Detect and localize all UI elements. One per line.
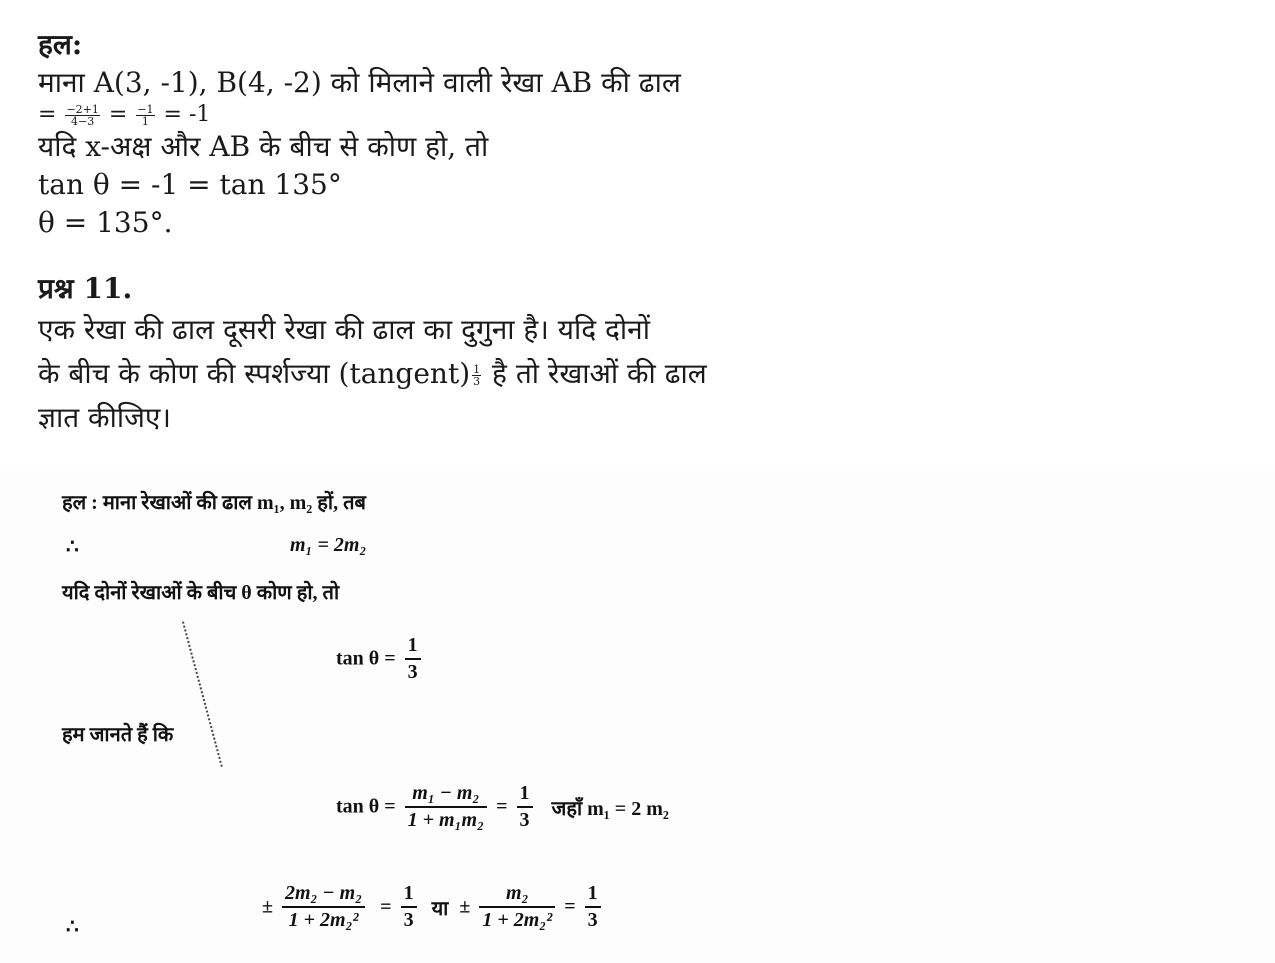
scan-crease-mark xyxy=(182,621,223,766)
angle-statement: यदि x-अक्ष और AB के बीच से कोण हो, तो xyxy=(38,130,489,163)
therefore-symbol-2: ∴ xyxy=(66,916,79,938)
slope-fraction-2: $\frac{-1}{1}$ xyxy=(137,102,154,128)
question-line-3: ज्ञात कीजिए। xyxy=(38,401,171,434)
therefore-symbol: ∴ xyxy=(66,536,79,558)
tan-theta-one-third: tan θ = $\frac{1}{3}$ xyxy=(336,634,425,684)
scan-angle-statement: यदि दोनों रेखाओं के बीच θ कोण हो, तो xyxy=(62,582,340,604)
final-equations: ± $\frac{\text{2m₂ − m₂}}{\text{1 + 2m₂²}}$ = $\frac{1}{3}$ या ± $\frac{\text{m₂}}{\text{1 + 2m₂²}}$ = $\frac{1}{3}$ xyxy=(262,882,605,932)
hum-jaante-text: हम जानते हैं कि xyxy=(62,724,174,746)
hal-heading: हल: xyxy=(38,28,83,61)
slope-calculation: = $\frac{-2+1}{4-3}$ = $\frac{-1}{1}$ = -1 xyxy=(38,102,211,128)
tan-equation: tan θ = -1 = tan 135° xyxy=(38,168,342,201)
question-label: प्रश्न 11. xyxy=(38,272,133,305)
tan-formula: tan θ = $\frac{\text{m₁ − m₂}}{\text{1 + m₁m₂}}$ = $\frac{1}{3}$ जहाँ m₁ = 2 m₂ xyxy=(336,782,669,831)
slope-fraction-1: $\frac{-2+1}{4-3}$ xyxy=(66,102,99,128)
slope-relation: m₁ = 2m₂ xyxy=(290,534,367,556)
solution-block xyxy=(38,26,898,440)
question-line-2: के बीच के कोण की स्पर्शज्या (tangent) $\frac{1}{3}$ है तो रेखाओं की ढाल xyxy=(38,357,707,390)
question-fraction: $\frac{1}{3}$ xyxy=(473,363,481,388)
question-line-1: एक रेखा की ढाल दूसरी रेखा की ढाल का दुगुना है। यदि दोनों xyxy=(38,313,650,346)
scanned-solution xyxy=(0,470,1275,963)
scan-intro: हल : माना रेखाओं की ढाल m₁, m₂ हों, तब xyxy=(62,492,366,514)
theta-result: θ = 135°. xyxy=(38,206,173,239)
slope-statement: माना A(3, -1), B(4, -2) को मिलाने वाली रेखा AB की ढाल xyxy=(38,66,681,99)
